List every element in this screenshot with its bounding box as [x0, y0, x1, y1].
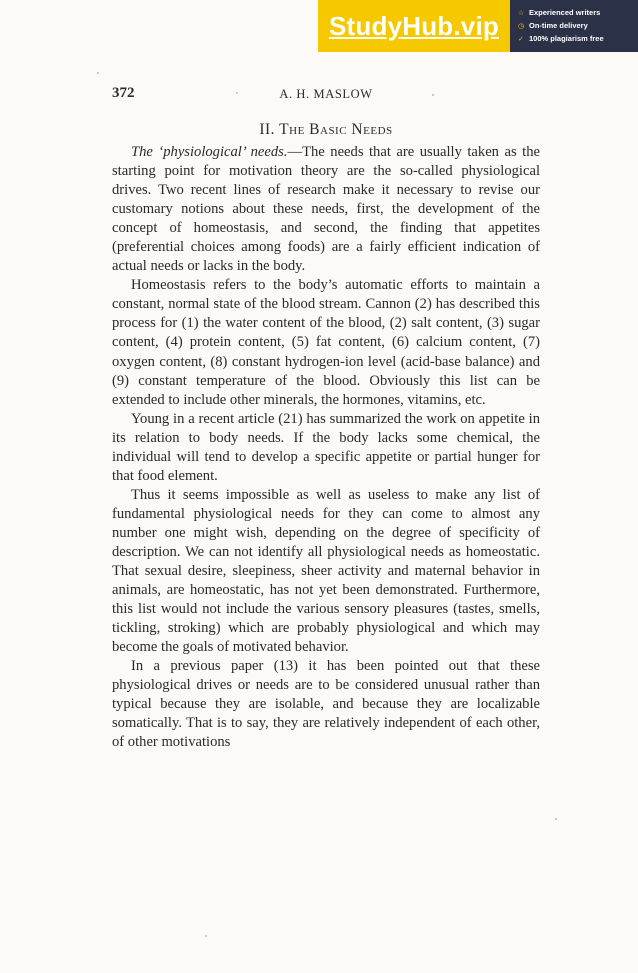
- star-icon: ☆: [518, 9, 525, 17]
- paragraph: In a previous paper (13) it has been pointed out that these physiological drives or needs are to be considered unusual rather than typical because they are isolable, and because they are localizable somatically. That is to say, they are relatively independent of each other, of other motivations: [112, 658, 540, 751]
- check-icon: ✓: [518, 35, 524, 43]
- clock-icon: ◷: [518, 22, 525, 30]
- running-head: A. H. MASLOW: [279, 87, 373, 101]
- page-header: [112, 85, 540, 109]
- logo-text: StudyHub.vip: [329, 10, 499, 41]
- feature-list: [510, 0, 638, 52]
- paragraph: The ‘physiological’ needs.—The needs that are usually taken as the starting point for motivation theory are the so-called physiological drives. Two recent lines of research make it necessary to revise our customary notions about these needs, first, the development of the concept of homeostasis, and second, the finding that appetites (preferential choices among foods) are a fairly efficient indication of actual needs or lacks in the body.: [112, 144, 540, 275]
- feature-item: ☆ Experienced writers: [518, 7, 638, 20]
- paragraph: Thus it seems impossible as well as useless to make any list of fundamental physiological needs for they can come to almost any number one might wish, depending on the degree of specificity of description. We can not identify all physiological needs as homeostatic. That sexual desire, sleepiness, sheer activity and maternal behavior in animals, are homeostatic, has not yet been demonstrated. Furthermore, this list would not include the various sensory pleasures (tastes, smells, tickling, stroking) which are probably physiological and which may become the goals of motivated behavior.: [112, 486, 540, 656]
- feature-item: ◷ On-time delivery: [518, 20, 638, 33]
- section-title: II. The Basic Needs: [259, 121, 393, 138]
- ad-banner[interactable]: [318, 0, 638, 52]
- feature-item: ✓ 100% plagiarism free: [518, 33, 638, 46]
- studyhub-logo[interactable]: [318, 0, 510, 52]
- page-number: 372: [112, 85, 135, 101]
- body-text: [112, 143, 540, 753]
- paragraph: Homeostasis refers to the body’s automatic efforts to maintain a constant, normal state of the blood stream. Cannon (2) has described this process for (1) the water content of the blood, (2) salt content, (3) sugar content, (4) protein content, (5) fat content, (6) calcium content, (7) oxygen content, (8) constant hydrogen-ion level (acid-base balance) and (9) constant temperature of the blood. Obviously this list can be extended to include other minerals, the hormones, vitamins, etc.: [112, 277, 540, 408]
- paragraph: Young in a recent article (21) has summarized the work on appetite in its relation to body needs. If the body lacks some chemical, the individual will tend to develop a specific appetite or partial hunger for that food element.: [112, 410, 540, 484]
- paragraph-lead: The ‘physiological’ needs.: [130, 144, 288, 160]
